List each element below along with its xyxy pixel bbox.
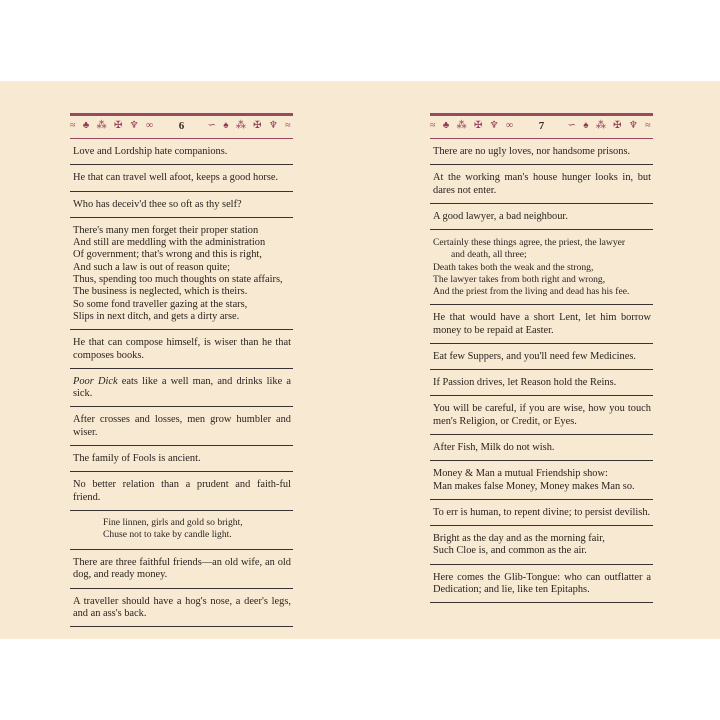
proverb-entry: The family of Fools is ancient. [70,446,293,472]
verse-line: And such a law is out of reason quite; [73,261,230,273]
proverb-entry: He that can travel well afoot, keeps a good horse. [70,165,293,191]
verse-line: The business is neglected, which is theirs. [73,286,248,298]
left-page [70,113,293,627]
proverb-entry: Who has deceiv'd thee so oft as thy self? [70,192,293,218]
proverb-entry: If Passion drives, let Reason hold the Reins. [430,370,653,396]
verse-line: The lawyer takes from both right and wrong, [433,273,606,285]
verse-line: Slips in next ditch, and gets a dirty arse. [73,310,240,322]
verse-line: Money & Man a mutual Friendship show: [433,468,608,480]
page-number: 6 [178,120,185,132]
proverb-entry: A traveller should have a hog's nose, a deer's legs, and an ass's back. [70,589,293,628]
verse-line: And the priest from the living and dead has his fee. [433,286,630,297]
proverb-entry: A good lawyer, a bad neighbour. [430,204,653,230]
ornament-border: ≈ ♣ ⁂ ✠ ♆ ∞ [70,120,156,131]
verse-entry [430,461,653,500]
verse-line: Certainly these things agree, the priest, the lawyer [433,237,626,249]
proverb-entry: He that can compose himself, is wiser than he that composes books. [70,330,293,369]
ornament-border: ≈ ♣ ⁂ ✠ ♆ ∞ [430,120,516,131]
proverb-entry: You will be careful, if you are wise, how you touch men's Religion, or Credit, or Eyes. [430,396,653,435]
verse-line: Man makes false Money, Money makes Man so. [433,480,635,492]
proverb-entry: To err is human, to repent divine; to persist devilish. [430,500,653,526]
proverb-entry: There are no ugly loves, nor handsome prisons. [430,139,653,165]
proverb-entry: Poor Dick eats like a well man, and drinks like a sick. [70,369,293,408]
verse-line: So some fond traveller gazing at the stars, [73,298,248,310]
book-spread [0,81,720,639]
proverb-entry: No better relation than a prudent and faith-ful friend. [70,472,293,511]
verse-line: And still are meddling with the administration [73,237,266,249]
verse-line: Bright as the day and as the morning fair, [433,533,605,545]
verse-line: and death, all three; [451,249,527,261]
page-header [70,113,293,139]
verse-line: There's many men forget their proper station [73,224,259,236]
verse-line: Fine linnen, girls and gold so bright, [103,516,243,528]
proverb-entry: After Fish, Milk do not wish. [430,435,653,461]
verse-entry [430,230,653,305]
verse-line: Chuse not to take by candle light. [103,528,232,540]
verse-line: Death takes both the weak and the strong, [433,261,594,273]
verse-line: Thus, spending too much thoughts on state affairs, [73,274,283,286]
proverb-entry: He that would have a short Lent, let him borrow money to be repaid at Easter. [430,305,653,344]
page-number: 7 [538,120,545,132]
right-page [430,113,653,603]
ornament-border: ∽ ♠ ⁂ ✠ ♆ ≈ [567,120,653,131]
proverb-entry: At the working man's house hunger looks in, but dares not enter. [430,165,653,204]
verse-entry [430,526,653,565]
verse-entry [70,218,293,330]
proverb-entry: After crosses and losses, men grow humbler and wiser. [70,407,293,446]
verse-entry [70,511,293,550]
verse-line: Such Cloe is, and common as the air. [433,545,587,557]
proverb-entry: There are three faithful friends—an old wife, an old dog, and ready money. [70,550,293,589]
page-header [430,113,653,139]
proverb-entry: Eat few Suppers, and you'll need few Medicines. [430,344,653,370]
proverb-entry: Here comes the Glib-Tongue: who can outflatter a Dedication; and lie, like ten Epitaphs. [430,565,653,604]
italic-name: Poor Dick [73,375,118,387]
verse-line: Of government; that's wrong and this is right, [73,249,262,261]
ornament-border: ∽ ♠ ⁂ ✠ ♆ ≈ [207,120,293,131]
proverb-entry: Love and Lordship hate companions. [70,139,293,165]
